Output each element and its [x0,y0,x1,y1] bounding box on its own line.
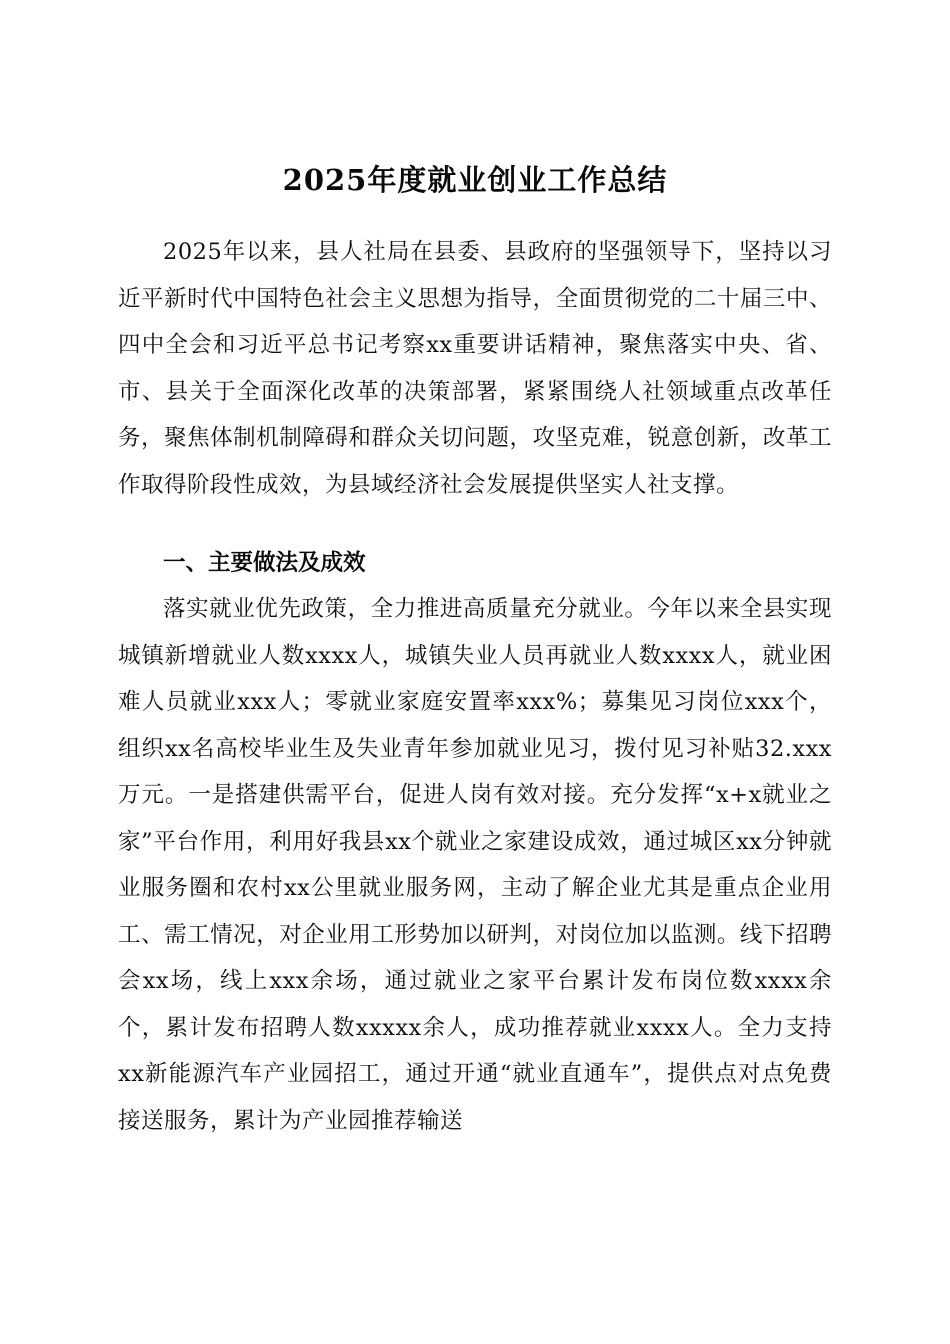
page-title: 2025年度就业创业工作总结 [282,163,668,198]
section-paragraph: 落实就业优先政策，全力推进高质量充分就业。今年以来全县实现城镇新增就业人数xxxx人，城镇失业人员再就业人数xxxx人，就业困难人员就业xxx人；零就业家庭安置率xxx%；募集见习岗位xxx个，组织xx名高校毕业生及失业青年参加就业见习，拨付见习补贴32.xxx万元。一是搭建供需平台，促进人岗有效对接。充分发挥“x+x就业之家”平台作用，利用好我县xx个就业之家建设成效，通过城区xx分钟就业服务圈和农村xx公里就业服务网，主动了解企业尤其是重点企业用工、需工情况，对企业用工形势加以研判，对岗位加以监测。线下招聘会xx场，线上xxx余场，通过就业之家平台累计发布岗位数xxxx余个，累计发布招聘人数xxxxx余人，成功推荐就业xxxx人。全力支持xx新能源汽车产业园招工，通过开通“就业直通车”，提供点对点免费接送服务，累计为产业园推荐输送 [118,596,832,1134]
intro-paragraph: 2025年以来，县人社局在县委、县政府的坚强领导下，坚持以习近平新时代中国特色社会主义思想为指导，全面贯彻党的二十届三中、四中全会和习近平总书记考察xx重要讲话精神，聚焦落实中央、省、市、县关于全面深化改革的决策部署，紧紧围绕人社领域重点改革任务，聚焦体制机制障碍和群众关切问题，攻坚克难，锐意创新，改革工作取得阶段性成效，为县域经济社会发展提供坚实人社支撑。 [118,239,832,498]
section-heading: 一、主要做法及成效 [163,550,366,576]
